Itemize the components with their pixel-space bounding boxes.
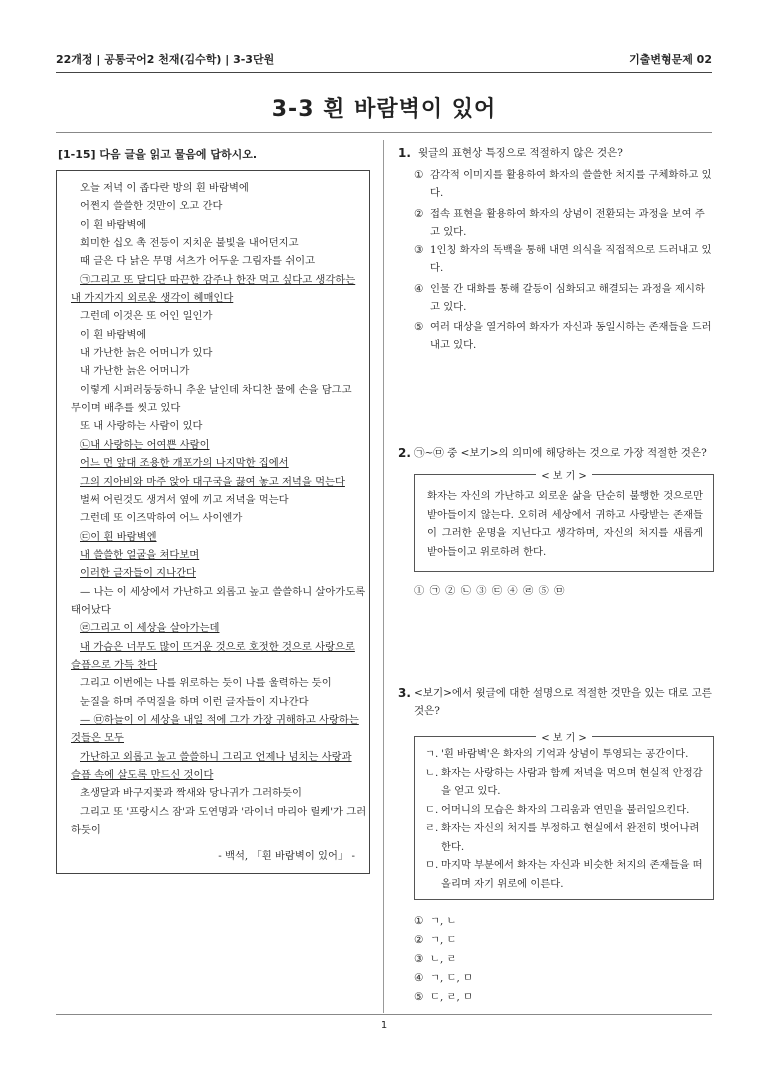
option-text: 여러 대상을 열거하여 화자가 자신과 동일시하는 존재들을 드러내고 있다. bbox=[430, 321, 712, 351]
poem-line: 눈질을 하며 주먹질을 하며 이런 글자들이 지나간다 bbox=[80, 695, 309, 708]
poem-line: — 나는 이 세상에서 가난하고 외롭고 높고 쓸쓸하니 살아가도록 bbox=[80, 585, 366, 598]
option-text: ㄱ, ㄴ bbox=[430, 915, 457, 927]
q2-bogi-box bbox=[414, 471, 714, 572]
q2-question: ㉠~㉤ 중 <보기>의 의미에 해당하는 것으로 가장 적절한 것은? bbox=[414, 447, 707, 459]
poem-line: 초생달과 바구지꽃과 짝새와 당나귀가 그러하듯이 bbox=[80, 787, 302, 800]
poem-line: 내 가난한 늙은 어머니가 bbox=[80, 365, 190, 378]
option-text: 인물 간 대화를 통해 갈등이 심화되고 해결되는 과정을 제시하고 있다. bbox=[430, 283, 705, 313]
q3-option-4[interactable] bbox=[414, 969, 614, 987]
bogi-item-text: 어머니의 모습은 화자의 그리움과 연민을 불러일으킨다. bbox=[441, 803, 690, 816]
option-number: ⑤ bbox=[414, 991, 424, 1003]
option-number: ① bbox=[414, 169, 424, 181]
q2-bogi-text: 화자는 자신의 가난하고 외로운 삶을 단순히 불행한 것으로만 받아들이지 않는다. 오히려 세상에서 귀하고 사랑받는 존재들이 그러한 운명을 지닌다고 생각하며, 자신의 처지를 새롭게 받아들이고 위로하려 한다. bbox=[427, 490, 703, 558]
poem-line: 또 내 사랑하는 사람이 있다 bbox=[80, 420, 203, 433]
poem-line: 그리고 이번에는 나를 위로하는 듯이 나를 울력하는 듯이 bbox=[80, 677, 332, 690]
q2-bogi-title: < 보 기 > bbox=[536, 471, 592, 482]
poem-line: 이러한 글자들이 지나간다 bbox=[80, 567, 196, 580]
poem-line: 그런데 또 이즈막하여 어느 사이엔가 bbox=[80, 512, 243, 525]
poem-line: 어쩐지 쓸쓸한 것만이 오고 간다 bbox=[80, 200, 223, 213]
bogi-item-text: 마지막 부분에서 화자는 자신과 비슷한 처지의 존재들을 떠올리며 자기 위로에 이른다. bbox=[441, 859, 703, 890]
q3-bogi-item bbox=[425, 856, 707, 893]
poem-line: 슬픔으로 가득 찬다 bbox=[71, 658, 158, 671]
option-number: ③ bbox=[414, 953, 424, 965]
option-number: ④ bbox=[414, 283, 424, 295]
q3-option-2[interactable] bbox=[414, 931, 614, 949]
q3-bogi-box bbox=[414, 733, 714, 900]
footer-divider bbox=[56, 1014, 712, 1015]
q3-bogi-item bbox=[425, 764, 707, 801]
bogi-item-text: 화자는 사랑하는 사람과 함께 저녁을 먹으며 현실적 안정감을 얻고 있다. bbox=[441, 766, 703, 797]
poem-line: ㉢이 흰 바람벽엔 bbox=[80, 530, 157, 543]
header-course-info: 22개정 | 공통국어2 천재(김수학) | 3-3단원 bbox=[56, 53, 275, 66]
poem-line: 내 쓸쓸한 얼굴을 쳐다보며 bbox=[80, 548, 200, 561]
poem-line: 이 흰 바람벽에 bbox=[80, 218, 147, 231]
q3-bogi-item bbox=[425, 801, 707, 820]
option-text: 감각적 이미지를 활용하여 화자의 쓸쓸한 처지를 구체화하고 있다. bbox=[430, 169, 712, 199]
poem-line: 무이며 배추를 씻고 있다 bbox=[71, 402, 181, 415]
q3-bogi-title: < 보 기 > bbox=[536, 733, 592, 744]
option-number: ① bbox=[414, 915, 424, 927]
poem-line: 벌써 어린것도 생겨서 옆에 끼고 저녁을 먹는다 bbox=[80, 493, 289, 506]
q3-number: 3. bbox=[398, 686, 411, 700]
column-divider bbox=[383, 140, 384, 1013]
q3-option-5[interactable] bbox=[414, 988, 614, 1006]
page-number: 1 bbox=[380, 1020, 388, 1031]
poem-line: 가난하고 외롭고 높고 쓸쓸하니 그리고 언제나 넘치는 사랑과 bbox=[80, 750, 352, 763]
header-divider bbox=[56, 72, 712, 73]
poem-line: 태어났다 bbox=[71, 603, 111, 616]
poem-line: — ㉤하늘이 이 세상을 내일 적에 그가 가장 귀해하고 사랑하는 bbox=[80, 713, 359, 726]
option-text: ㄱ, ㄷ bbox=[430, 934, 457, 946]
poem-line: ㉣그리고 이 세상을 살아가는데 bbox=[80, 622, 220, 635]
poem-line: 내 가지가지 외로운 생각이 헤매인다 bbox=[71, 292, 234, 305]
q2-answer-choices[interactable]: ① ㉠ ② ㉡ ③ ㉢ ④ ㉣ ⑤ ㉤ bbox=[414, 585, 566, 597]
poem-line: 이 흰 바람벽에 bbox=[80, 328, 147, 341]
poem-source: - 백석, 「흰 바람벽이 있어」 - bbox=[218, 850, 355, 862]
q1-option-4[interactable] bbox=[414, 280, 714, 316]
poem-text bbox=[71, 179, 367, 839]
title-divider bbox=[56, 132, 712, 133]
option-text: 1인칭 화자의 독백을 통해 내면 의식을 직접적으로 드러내고 있다. bbox=[430, 244, 712, 274]
option-text: ㄴ, ㄹ bbox=[430, 953, 457, 965]
bogi-item-text: '흰 바람벽'은 화자의 기억과 상념이 투영되는 공간이다. bbox=[441, 748, 689, 760]
q1-option-5[interactable] bbox=[414, 318, 714, 354]
poem-line: 것들은 모두 bbox=[71, 732, 125, 745]
option-text: 접속 표현을 활용하여 화자의 상념이 전환되는 과정을 보여 주고 있다. bbox=[430, 208, 705, 238]
poem-line: 내 가난한 늙은 어머니가 있다 bbox=[80, 347, 213, 360]
q3-question: <보기>에서 윗글에 대한 설명으로 적절한 것만을 있는 대로 고른 것은? bbox=[414, 687, 712, 717]
option-number: ④ bbox=[414, 972, 424, 984]
instruction-text: [1-15] 다음 글을 읽고 물음에 답하시오. bbox=[58, 148, 258, 161]
poem-line: 이렇게 시퍼러둥둥하니 추운 날인데 차디찬 물에 손을 담그고 bbox=[80, 383, 352, 396]
option-text: ㄱ, ㄷ, ㅁ bbox=[430, 972, 473, 984]
poem-line: 희미한 십오 촉 전등이 지치운 불빛을 내어던지고 bbox=[80, 237, 299, 250]
passage-box bbox=[56, 170, 370, 874]
option-number: ② bbox=[414, 208, 424, 220]
bogi-item-label: ㅁ. bbox=[425, 859, 439, 871]
q3-option-1[interactable] bbox=[414, 912, 614, 930]
poem-line: ㉡내 사랑하는 어여쁜 사람이 bbox=[80, 438, 210, 451]
q1-option-3[interactable] bbox=[414, 241, 714, 277]
q3-bogi-items bbox=[425, 745, 707, 893]
q3-bogi-item bbox=[425, 819, 707, 856]
q2-number: 2. bbox=[398, 446, 411, 460]
poem-line: 오늘 저녁 이 좁다란 방의 흰 바람벽에 bbox=[80, 182, 249, 194]
poem-line: 하듯이 bbox=[71, 824, 101, 837]
q3-bogi-item bbox=[425, 745, 707, 764]
bogi-item-label: ㄹ. bbox=[425, 822, 439, 834]
poem-line: 내 가슴은 너무도 많이 뜨거운 것으로 호젓한 것으로 사랑으로 bbox=[80, 640, 355, 653]
q1-option-2[interactable] bbox=[414, 205, 714, 241]
poem-line: ㉠그리고 또 달디단 따끈한 감주나 한잔 먹고 싶다고 생각하는 bbox=[80, 273, 356, 286]
q1-option-1[interactable] bbox=[414, 166, 714, 202]
option-number: ⑤ bbox=[414, 321, 424, 333]
poem-line: 그런데 이것은 또 어인 일인가 bbox=[80, 310, 213, 323]
bogi-item-label: ㄱ. bbox=[425, 748, 439, 760]
option-number: ③ bbox=[414, 244, 424, 256]
bogi-item-text: 화자는 자신의 처지를 부정하고 현실에서 완전히 벗어나려 한다. bbox=[441, 822, 700, 853]
bogi-item-label: ㄷ. bbox=[425, 803, 439, 816]
poem-line: 그리고 또 '프랑시스 잠'과 도연명과 '라이너 마리아 릴케'가 그러 bbox=[80, 805, 367, 818]
option-number: ② bbox=[414, 934, 424, 946]
bogi-item-label: ㄴ. bbox=[425, 766, 439, 779]
poem-line: 어느 먼 앞대 조용한 개포가의 나지막한 집에서 bbox=[80, 457, 289, 470]
q1-number: 1. bbox=[398, 146, 411, 160]
q3-option-3[interactable] bbox=[414, 950, 614, 968]
header-exam-type: 기출변형문제 02 bbox=[629, 53, 712, 66]
option-text: ㄷ, ㄹ, ㅁ bbox=[430, 991, 473, 1003]
page-title: 3-3 흰 바람벽이 있어 bbox=[271, 97, 497, 122]
poem-line: 때 글은 다 낡은 무명 셔츠가 어두운 그림자를 쉬이고 bbox=[80, 255, 316, 268]
q1-question: 윗글의 표현상 특징으로 적절하지 않은 것은? bbox=[418, 147, 623, 159]
poem-line: 그의 지아비와 마주 앉아 대구국을 끓여 놓고 저녁을 먹는다 bbox=[80, 475, 345, 488]
poem-line: 슬픔 속에 살도록 만드신 것이다 bbox=[71, 769, 214, 781]
